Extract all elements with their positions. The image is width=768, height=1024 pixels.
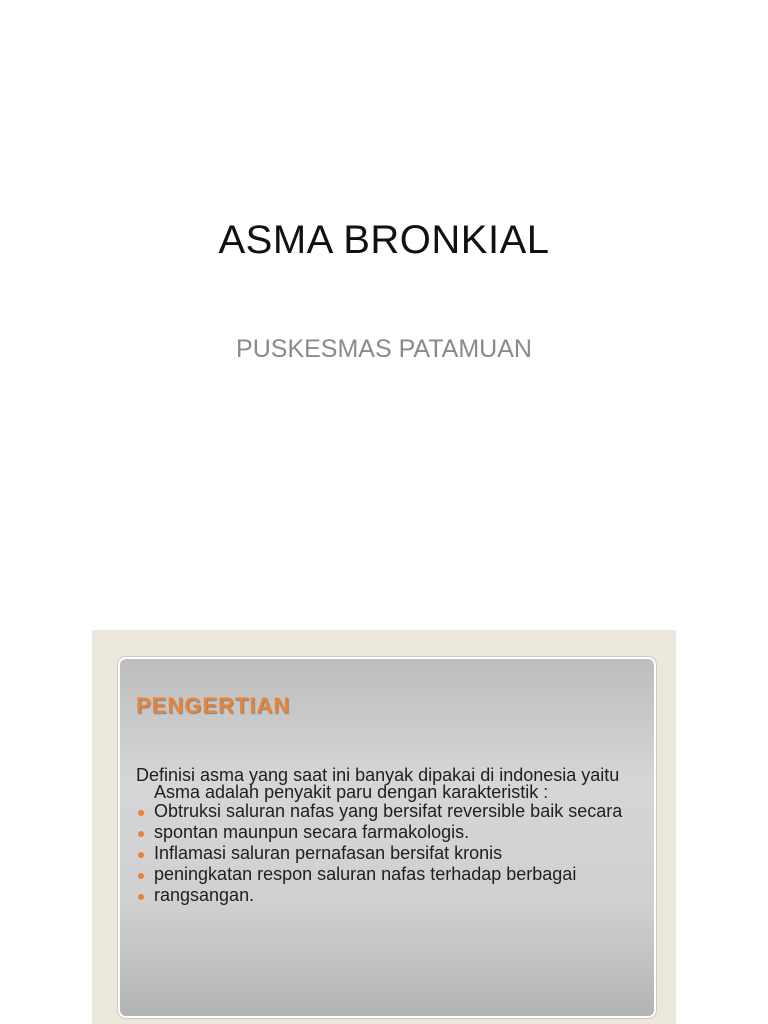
- slide-body: [136, 767, 641, 908]
- slide-heading: PENGERTIAN: [136, 693, 291, 718]
- slide-title: ASMA BRONKIAL: [218, 218, 550, 262]
- bullet-dot-icon: [138, 873, 144, 879]
- bullet-item: [136, 824, 641, 841]
- bullet-list: [136, 803, 641, 904]
- content-slide-frame: [92, 630, 676, 1024]
- bullet-dot-icon: [138, 831, 144, 837]
- definition-paragraph: Definisi asma yang saat ini banyak dipakai di indonesia yaitu Asma adalah penyakit paru dengan karakteristik :: [136, 765, 620, 802]
- bullet-text: peningkatan respon saluran nafas terhadap berbagai: [154, 864, 577, 884]
- bullet-dot-icon: [138, 810, 144, 816]
- bullet-item: [136, 866, 641, 883]
- bullet-item: [136, 803, 641, 820]
- bullet-dot-icon: [138, 894, 144, 900]
- bullet-dot-icon: [138, 852, 144, 858]
- bullet-item: [136, 845, 641, 862]
- bullet-text: spontan maunpun secara farmakologis.: [154, 822, 470, 842]
- bullet-item: [136, 887, 641, 904]
- content-slide-panel: [118, 657, 656, 1018]
- bullet-text: Inflamasi saluran pernafasan bersifat kronis: [154, 843, 503, 863]
- slide-subtitle: PUSKESMAS PATAMUAN: [236, 335, 532, 363]
- bullet-text: rangsangan.: [154, 885, 255, 905]
- bullet-text: Obtruksi saluran nafas yang bersifat reversible baik secara: [154, 801, 623, 821]
